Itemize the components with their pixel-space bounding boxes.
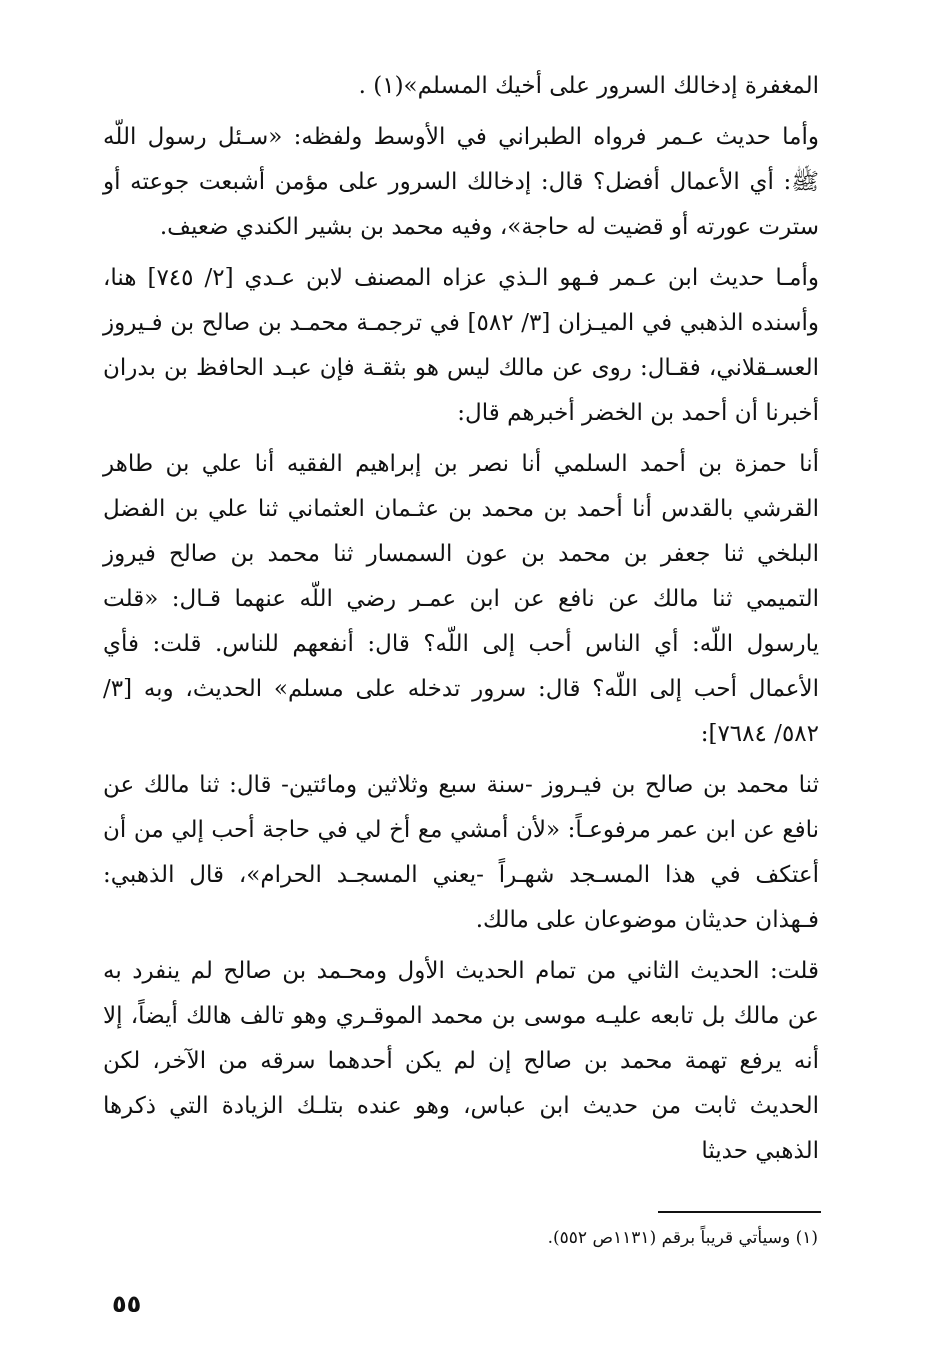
paragraph-1: المغفرة إدخالك السرور على أخيك المسلم»(١) . <box>358 73 819 99</box>
paragraph-4: أنا حمزة بن أحمد السلمي أنا نصر بن إبراهيم الفقيه أنا علي بن طاهر القرشي بالقدس أنا أحمد بن محمد بن عثـمان العثماني ثنا علي بن الفضل البلخي ثنا جعفر بن محمد بن عون السمسار ثنا محمد بن صالح فيروز التميمي ثنا مالك عن نافع عن ابن عمـر رضي اللّه عنهما قـال: «قلت يارسول اللّه: أي الناس أحب إلى اللّه؟ قال: أنفعهم للناس. قلت: فأي الأعمال أحب إلى اللّه؟ قال: سرور تدخله على مسلم» الحديث، وبه [٣/ ٥٨٢/ ٧٦٨٤]: <box>103 451 819 747</box>
paragraph-5: ثنا محمد بن صالح بن فيـروز -سنة سبع وثلاثين ومائتين- قال: ثنا مالك عن نافع عن ابن عمر مرفوعـاً: «لأن أمشي مع أخ لي في حاجة أحب إلي من أن أعتكف في هذا المسـجد شهـراً -يعني المسجـد الحرام»، قال الذهبي: فـهذان حديثان موضوعان على مالك. <box>103 772 819 933</box>
paragraph-6: قلت: الحديث الثاني من تمام الحديث الأول ومحـمد بن صالح لم ينفرد به عن مالك بل تابعه عليـه موسى بن محمد الموقـري وهو تالف هالك أيضاً، إلا أنه يرفع تهمة محمد بن صالح إن لم يكن أحدهما سرقه من الآخر، لكن الحديث ثابت من حديث ابن عباس، وهو عنده بتلـك الزيادة التي ذكرها الذهبي حديثا <box>103 958 819 1164</box>
paragraph-3: وأمـا حديث ابن عـمر فـهو الـذي عزاه المصنف لابن عـدي [٢/ ٧٤٥] هنا، وأسنده الذهبي في الميـزان [٣/ ٥٨٢] في ترجمـة محمـد بن صالح بن فـيروز العسـقلاني، فقـال: روى عن مالك ليس هو بثقـة فإن عبـد الحافظ بن بدران أخبرنا أن أحمد بن الخضر أخبرهم قال: <box>103 265 820 426</box>
footnote-divider <box>658 1211 821 1213</box>
main-text <box>103 64 819 1180</box>
page-number: ٥٥ <box>112 1290 142 1318</box>
footnote: (١) وسيأتي قريباً برقم (١١٣١ص ٥٥٢). <box>547 1228 818 1248</box>
paragraph-2: وأما حديث عـمر فرواه الطبراني في الأوسط ولفظه: «سـئل رسول اللّه ﷺ: أي الأعمال أفضل؟ قال: إدخالك السرور على مؤمن أشبعت جوعته أو سترت عورته أو قضيت له حاجة»، وفيه محمد بن بشير الكندي ضعيف. <box>103 124 819 240</box>
